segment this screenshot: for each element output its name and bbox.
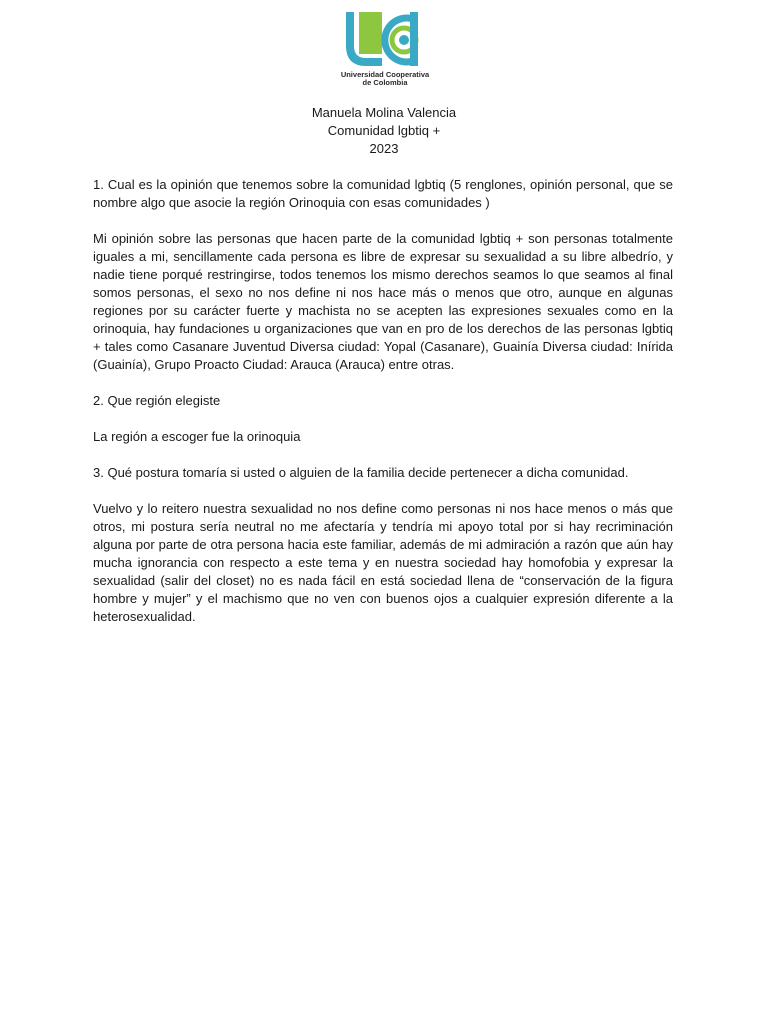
logo-university-name: Universidad Cooperativa (340, 70, 430, 79)
document-body (93, 176, 673, 626)
document-year: 2023 (369, 141, 399, 156)
question-2: 2. Que región elegiste (93, 393, 221, 408)
ucc-logo-icon (330, 8, 440, 70)
answer-3: Vuelvo y lo reitero nuestra sexualidad no nos define como personas ni nos hace menos o más que otros, mi postura sería neutral no me afectaría y tendría mi apoyo total por si hay recriminación alguna por parte de otra persona hacia este familiar, además de mi admiración a razón que aún hay mucha ignorancia con respecto a este tema y en nuestra sociedad hay homofobia y expresar la sexualidad (salir del closet) no es nada fácil en está sociedad llena de “conservación de la figura hombre y mujer” y el machismo que no ven con buenos ojos a cualquier expresión diferente a la heterosexualidad. (93, 501, 673, 624)
university-logo (330, 8, 440, 90)
answer-1: Mi opinión sobre las personas que hacen parte de la comunidad lgbtiq + son personas totalmente iguales a mi, sencillamente cada persona es libre de expresar su sexualidad a su libre albedrío, y nadie tiene porqué restringirse, todos tenemos los mismo derechos seamos lo que seamos al final somos personas, el sexo no nos define ni nos hace más o menos que otro, aunque en algunas regiones por su carácter fuerte y machista no se acepten las expresiones sexuales como en la orinoquia, hay fundaciones u organizaciones que van en pro de los derechos de las personas lgbtiq + tales como Casanare Juventud Diversa ciudad: Yopal (Casanare), Guainía Diversa ciudad: Inírida (Guainía), Grupo Proacto Ciudad: Arauca (Arauca) entre otras. (93, 231, 673, 372)
answer-2: La región a escoger fue la orinoquia (93, 429, 301, 444)
author-name: Manuela Molina Valencia (311, 105, 457, 120)
logo-university-country: de Colombia (362, 78, 408, 87)
question-1: 1. Cual es la opinión que tenemos sobre la comunidad lgbtiq (5 renglones, opinión personal, que se nombre algo que asocie la región Orinoquia con esas comunidades ) (93, 177, 673, 210)
document-subject: Comunidad lgbtiq + (327, 123, 441, 138)
document-header (0, 104, 768, 158)
question-3: 3. Qué postura tomaría si usted o alguien de la familia decide pertenecer a dicha comunidad. (93, 465, 629, 480)
